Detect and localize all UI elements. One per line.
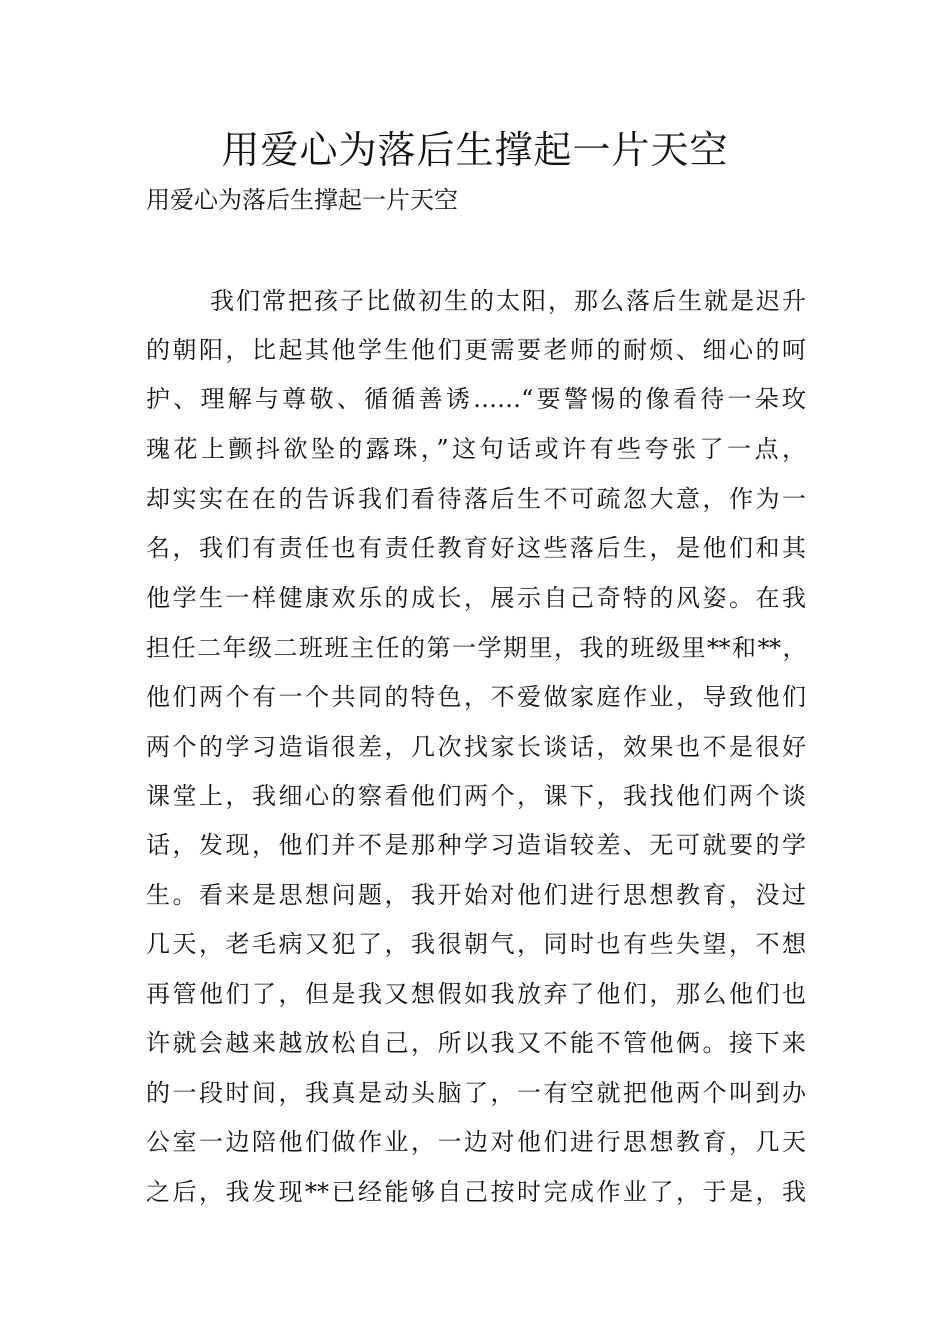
body-line: 几天，老毛病又犯了，我很朝气，同时也有些失望，不想 <box>146 930 806 958</box>
body-line: 之后，我发现**已经能够自己按时完成作业了，于是，我 <box>146 1178 806 1206</box>
body-line: 的一段时间，我真是动头脑了，一有空就把他两个叫到办 <box>146 1079 806 1107</box>
body-line: 担任二年级二班班主任的第一学期里，我的班级里**和**， <box>146 634 806 662</box>
body-line: 名，我们有责任也有责任教育好这些落后生，是他们和其 <box>146 534 806 562</box>
body-line: 生。看来是思想问题，我开始对他们进行思想教育，没过 <box>146 881 806 909</box>
body-line: 他们两个有一个共同的特色，不爱做家庭作业，导致他们 <box>146 683 806 711</box>
document-subtitle: 用爱心为落后生撑起一片天空 <box>146 186 458 214</box>
body-line: 的朝阳，比起其他学生他们更需要老师的耐烦、细心的呵 <box>146 336 806 364</box>
body-line: 护、理解与尊敬、循循善诱……“要警惕的像看待一朵玫 <box>146 385 806 413</box>
body-line: 却实实在在的告诉我们看待落后生不可疏忽大意，作为一 <box>146 485 806 513</box>
body-line: 瑰花上颤抖欲坠的露珠，”这句话或许有些夸张了一点， <box>146 435 806 463</box>
body-line: 课堂上，我细心的察看他们两个，课下，我找他们两个谈 <box>146 782 806 810</box>
body-line: 许就会越来越放松自己，所以我又不能不管他俩。接下来 <box>146 1029 806 1057</box>
document-title: 用爱心为落后生撑起一片天空 <box>221 128 729 172</box>
body-line: 再管他们了，但是我又想假如我放弃了他们，那么他们也 <box>146 980 806 1008</box>
body-line: 我们常把孩子比做初生的太阳，那么落后生就是迟升 <box>210 287 806 315</box>
body-line: 两个的学习造诣很差，几次找家长谈话，效果也不是很好 <box>146 733 806 761</box>
body-line: 他学生一样健康欢乐的成长，展示自己奇特的风姿。在我 <box>146 584 806 612</box>
body-line: 话，发现，他们并不是那种学习造诣较差、无可就要的学 <box>146 831 806 859</box>
body-line: 公室一边陪他们做作业，一边对他们进行思想教育，几天 <box>146 1128 806 1156</box>
